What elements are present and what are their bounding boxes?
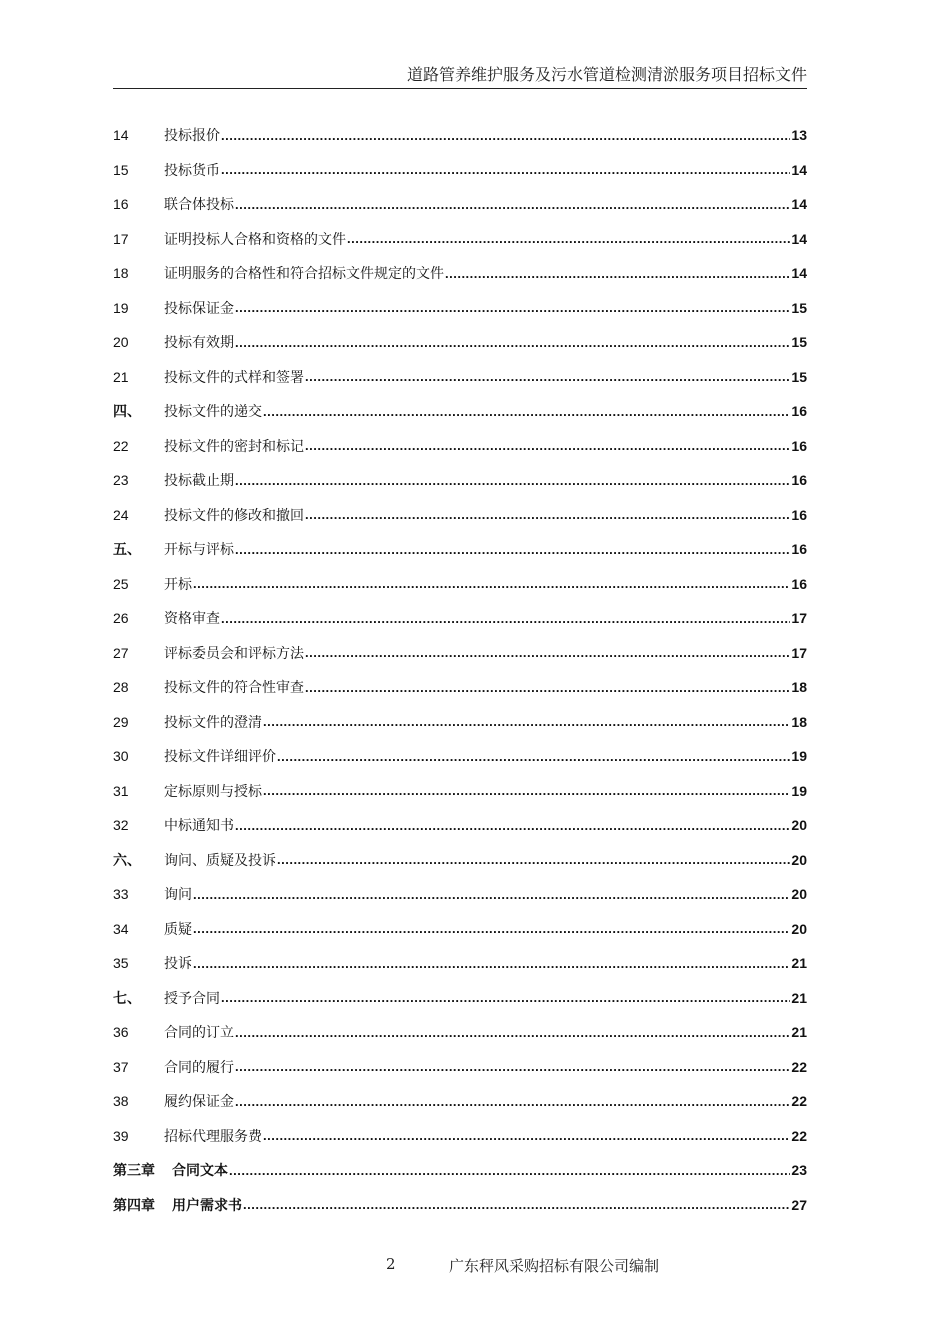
dot-leader [305,369,790,384]
toc-entry[interactable] [113,187,807,222]
toc-title: 投标截止期 [164,473,234,490]
toc-page: 22 [791,1093,807,1110]
toc-number: 七、 [113,990,141,1007]
dot-leader [263,404,790,419]
toc-page: 16 [791,472,807,489]
toc-entry[interactable] [113,429,807,464]
toc-title: 招标代理服务费 [164,1128,262,1145]
document-footer [0,1255,950,1277]
toc-page: 21 [791,955,807,972]
dot-leader [235,300,790,315]
toc-page: 17 [791,644,807,661]
toc-title: 投标有效期 [164,335,234,352]
toc-number: 29 [113,713,129,730]
toc-number: 四、 [113,404,141,421]
toc-title: 联合体投标 [164,197,234,214]
toc-page: 15 [791,299,807,316]
dot-leader [235,818,790,833]
toc-page: 16 [791,437,807,454]
toc-title: 投标文件的修改和撤回 [164,507,304,524]
toc-page: 16 [791,541,807,558]
dot-leader [235,1025,790,1040]
toc-number: 30 [113,748,129,765]
toc-title: 开标与评标 [164,542,234,559]
toc-title: 投标文件的递交 [164,404,262,421]
toc-entry[interactable] [113,222,807,257]
toc-title: 资格审查 [164,611,220,628]
toc-chapter-entry[interactable] [113,1188,807,1223]
toc-entry[interactable] [113,1119,807,1154]
toc-entry[interactable] [113,1050,807,1085]
toc-page: 18 [791,713,807,730]
dot-leader [305,507,790,522]
toc-title: 投标文件详细评价 [164,749,276,766]
toc-entry[interactable] [113,636,807,671]
toc-page: 14 [791,230,807,247]
toc-title: 投诉 [164,956,192,973]
toc-page: 21 [791,989,807,1006]
toc-number: 17 [113,230,129,247]
dot-leader [305,645,790,660]
toc-title: 合同的履行 [164,1059,234,1076]
toc-page: 19 [791,782,807,799]
dot-leader [347,231,790,246]
toc-entry[interactable] [113,463,807,498]
toc-entry[interactable] [113,912,807,947]
toc-number: 35 [113,955,129,972]
toc-number: 38 [113,1093,129,1110]
toc-page: 15 [791,368,807,385]
toc-number: 14 [113,127,129,144]
dot-leader [221,990,790,1005]
toc-page: 20 [791,817,807,834]
toc-number: 27 [113,644,129,661]
toc-entry[interactable] [113,567,807,602]
toc-entry[interactable] [113,670,807,705]
toc-page: 18 [791,679,807,696]
dot-leader [263,1128,790,1143]
dot-leader [235,473,790,488]
toc-entry[interactable] [113,1084,807,1119]
toc-page: 20 [791,851,807,868]
toc-number: 21 [113,368,129,385]
toc-number: 25 [113,575,129,592]
toc-page: 22 [791,1127,807,1144]
dot-leader [235,542,790,557]
dot-leader [221,162,790,177]
toc-page: 14 [791,161,807,178]
toc-title: 证明服务的合格性和符合招标文件规定的文件 [164,266,444,283]
toc-page: 23 [791,1162,807,1179]
dot-leader [221,611,790,626]
dot-leader [277,749,790,764]
toc-entry[interactable] [113,291,807,326]
toc-title: 投标文件的符合性审查 [164,680,304,697]
toc-page: 16 [791,575,807,592]
toc-page: 14 [791,265,807,282]
toc-number: 31 [113,782,129,799]
toc-page: 19 [791,748,807,765]
toc-title: 投标文件的澄清 [164,714,262,731]
document-title: 道路管养维护服务及污水管道检测清淤服务项目招标文件 [406,65,807,84]
table-of-contents [113,118,807,1222]
toc-entry[interactable] [113,118,807,153]
toc-title: 授予合同 [164,990,220,1007]
dot-leader [277,852,790,867]
toc-entry[interactable] [113,325,807,360]
toc-section-entry[interactable] [113,843,807,878]
toc-section-entry[interactable] [113,532,807,567]
toc-entry[interactable] [113,360,807,395]
toc-chapter-number: 第三章 [113,1163,155,1180]
dot-leader [193,956,790,971]
dot-leader [445,266,790,281]
toc-number: 32 [113,817,129,834]
dot-leader [193,887,790,902]
dot-leader [235,335,790,350]
toc-title: 履约保证金 [164,1094,234,1111]
toc-number: 19 [113,299,129,316]
toc-page: 14 [791,196,807,213]
toc-page: 21 [791,1024,807,1041]
toc-title: 合同的订立 [164,1025,234,1042]
toc-number: 六、 [113,852,141,869]
toc-entry[interactable] [113,256,807,291]
toc-number: 18 [113,265,129,282]
dot-leader [235,1059,790,1074]
toc-entry[interactable] [113,1015,807,1050]
toc-title: 投标报价 [164,128,220,145]
dot-leader [229,1163,790,1178]
toc-entry[interactable] [113,498,807,533]
toc-number: 37 [113,1058,129,1075]
toc-title: 证明投标人合格和资格的文件 [164,231,346,248]
toc-number: 22 [113,437,129,454]
dot-leader [243,1197,790,1212]
toc-number: 36 [113,1024,129,1041]
toc-page: 22 [791,1058,807,1075]
toc-number: 五、 [113,542,141,559]
toc-page: 27 [791,1196,807,1213]
toc-number: 28 [113,679,129,696]
toc-title: 评标委员会和评标方法 [164,645,304,662]
toc-chapter-entry[interactable] [113,1153,807,1188]
dot-leader [263,714,790,729]
toc-title: 投标货币 [164,162,220,179]
footer-company: 广东秤风采购招标有限公司编制 [449,1257,660,1275]
toc-page: 16 [791,403,807,420]
toc-entry[interactable] [113,705,807,740]
toc-number: 39 [113,1127,129,1144]
toc-number: 26 [113,610,129,627]
toc-page: 13 [791,127,807,144]
toc-entry[interactable] [113,946,807,981]
toc-title: 定标原则与授标 [164,783,262,800]
toc-title: 投标文件的式样和签署 [164,369,304,386]
toc-entry[interactable] [113,877,807,912]
toc-entry[interactable] [113,808,807,843]
toc-entry[interactable] [113,774,807,809]
toc-entry[interactable] [113,739,807,774]
toc-page: 15 [791,334,807,351]
dot-leader [221,128,790,143]
toc-title: 投标文件的密封和标记 [164,438,304,455]
toc-title: 中标通知书 [164,818,234,835]
toc-number: 20 [113,334,129,351]
toc-title: 询问 [164,887,192,904]
toc-entry[interactable] [113,153,807,188]
dot-leader [305,680,790,695]
footer-page-number: 2 [386,1255,396,1273]
toc-page: 20 [791,920,807,937]
toc-title: 合同文本 [172,1163,228,1180]
dot-leader [193,921,790,936]
toc-title: 询问、质疑及投诉 [164,852,276,869]
toc-number: 16 [113,196,129,213]
document-header [113,62,807,89]
toc-number: 24 [113,506,129,523]
toc-number: 23 [113,472,129,489]
toc-section-entry[interactable] [113,394,807,429]
dot-leader [235,1094,790,1109]
toc-entry[interactable] [113,601,807,636]
dot-leader [305,438,790,453]
toc-title: 质疑 [164,921,192,938]
dot-leader [193,576,790,591]
dot-leader [235,197,790,212]
toc-page: 17 [791,610,807,627]
toc-title: 开标 [164,576,192,593]
toc-title: 投标保证金 [164,300,234,317]
toc-chapter-number: 第四章 [113,1197,155,1214]
dot-leader [263,783,790,798]
toc-title: 用户需求书 [172,1197,242,1214]
toc-number: 33 [113,886,129,903]
toc-number: 34 [113,920,129,937]
toc-number: 15 [113,161,129,178]
toc-page: 20 [791,886,807,903]
toc-page: 16 [791,506,807,523]
toc-section-entry[interactable] [113,981,807,1016]
